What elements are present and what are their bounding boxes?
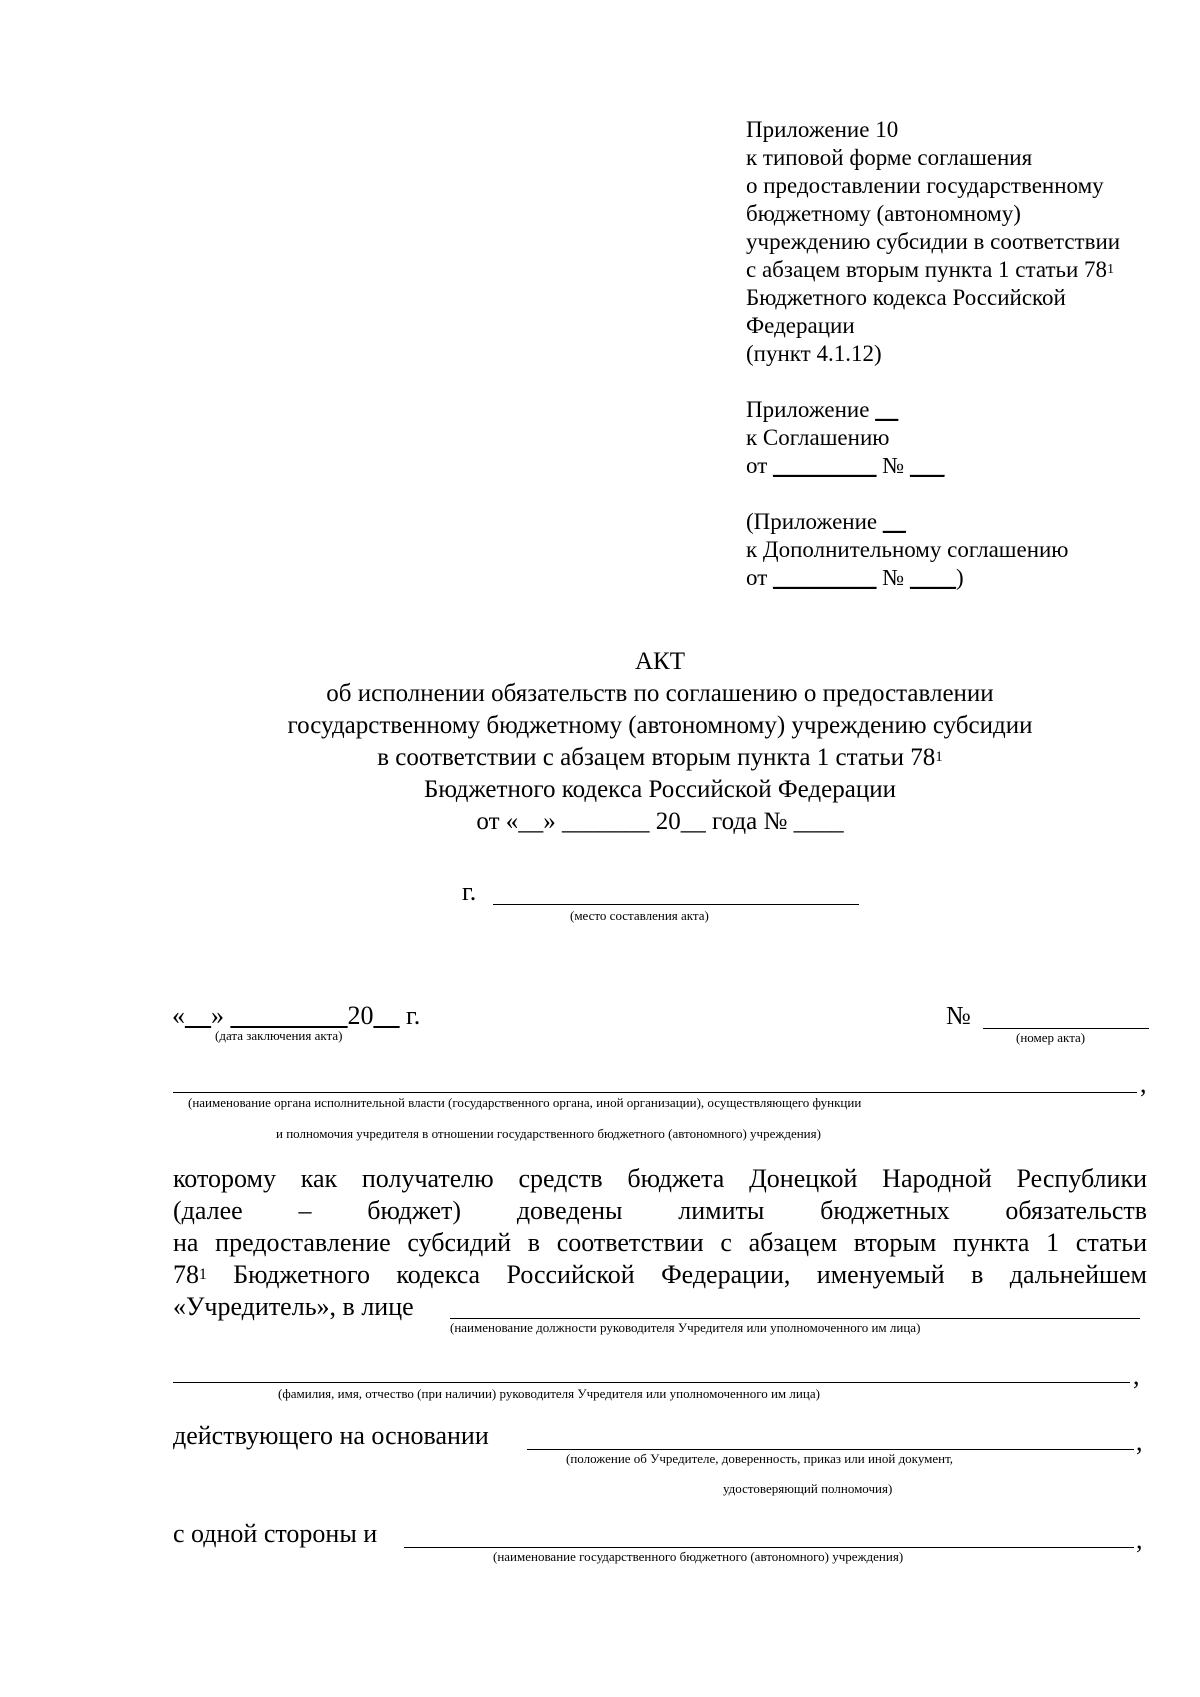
additional-appendix-line1 (746, 508, 906, 536)
year-prefix: 20 (347, 1001, 374, 1030)
place-line (493, 904, 859, 905)
quote: » (211, 1001, 224, 1030)
agreement-appendix-line1 (746, 396, 898, 424)
comma: , (1136, 1525, 1143, 1554)
place-label: (место составления акта) (570, 908, 709, 923)
appendix-title: Приложение 10 (746, 117, 899, 142)
quote: « (172, 1001, 185, 1030)
blank: __ (875, 397, 899, 422)
agreement-appendix-line2: к Соглашению (746, 425, 890, 450)
act-title-line (0, 742, 1200, 774)
comma: , (1133, 1361, 1140, 1390)
position-label: (наименование должности руководителя Учредителя или уполномоченного им лица) (450, 1320, 921, 1335)
word: – (298, 1196, 312, 1225)
founder-text: «Учредитель», в лице (173, 1292, 414, 1321)
article-number: 78 (173, 1260, 199, 1289)
appendix-line: о предоставлении государственному (746, 173, 1104, 198)
appendix-line-text: с абзацем вторым пункта 1 статьи 78 (746, 257, 1108, 282)
body-text: Бюджетного кодекса Российской Федерации, именуемый в дальнейшем (233, 1260, 1147, 1289)
word: (далее (173, 1196, 243, 1225)
label: (Приложение (746, 509, 878, 534)
year-suffix: г. (406, 1001, 421, 1030)
word: лимиты (678, 1196, 765, 1225)
number-blank: ____ (909, 565, 956, 590)
superscript: 1 (199, 1266, 207, 1283)
party-text: с одной стороны и (173, 1519, 378, 1548)
party-label: (наименование государственного бюджетного (автономного) учреждения) (493, 1549, 904, 1564)
body-line: которому как получателю средств бюджета Донецкой Народной Республики (173, 1164, 1147, 1193)
body-line (173, 1259, 1147, 1291)
agreement-appendix-line3 (746, 452, 944, 480)
act-title-date-line: от «__» _______ 20__ года № ____ (476, 808, 844, 835)
body-paragraph (173, 1163, 1147, 1291)
basis-text: действующего на основании (173, 1421, 489, 1450)
appendix-line: Бюджетного кодекса Российской (746, 285, 1066, 310)
superscript: 1 (1107, 261, 1114, 276)
number-line (983, 1028, 1149, 1029)
word: бюджет) (367, 1196, 462, 1225)
party-line (404, 1547, 1134, 1548)
act-title-text: в соответствии с абзацем вторым пункта 1 статьи 78 (377, 744, 936, 771)
blank: __ (882, 509, 906, 534)
basis-line (527, 1449, 1134, 1450)
date-label: (дата заключения акта) (215, 1028, 343, 1043)
fio-label: (фамилия, имя, отчество (при наличии) руководителя Учредителя или уполномоченного им лица) (278, 1386, 820, 1401)
date-blank: _________ (773, 565, 877, 590)
appendix-line: бюджетному (автономному) (746, 201, 1021, 226)
place-prefix: г. (462, 877, 477, 906)
basis-label: удостоверяющий полномочия) (723, 1481, 893, 1496)
comma: , (1140, 1069, 1147, 1098)
word: доведены (516, 1196, 623, 1225)
word: бюджетных (820, 1196, 950, 1225)
number-label: (номер акта) (1016, 1030, 1086, 1045)
act-title-line: об исполнении обязательств по соглашению о предоставлении (326, 680, 994, 707)
number-sign: № (946, 1001, 971, 1030)
comma: , (1136, 1427, 1143, 1456)
additional-appendix-line2: к Дополнительному соглашению (746, 537, 1069, 562)
fio-line (173, 1382, 1130, 1383)
additional-appendix-line3 (746, 564, 964, 592)
act-heading: АКТ (635, 648, 685, 675)
appendix-line (746, 256, 1114, 284)
appendix-line: к типовой форме соглашения (746, 145, 1033, 170)
appendix-line: (пункт 4.1.12) (746, 341, 882, 366)
label: от (746, 565, 768, 590)
paren: ) (955, 565, 964, 590)
date-blank: _________ (773, 453, 877, 478)
organ-label: (наименование органа исполнительной власти (государственного органа, иной организации), осуществляющего функции (188, 1095, 862, 1110)
number-sign: № (882, 565, 905, 590)
month-blank: _________ (230, 1001, 348, 1030)
appendix-line: учреждению субсидии в соответствии (746, 229, 1121, 254)
appendix-line: Федерации (746, 313, 855, 338)
body-line (173, 1195, 1147, 1227)
basis-label: (положение об Учредителе, доверенность, приказ или иной документ, (566, 1451, 954, 1466)
number-blank: ___ (909, 453, 945, 478)
position-line (450, 1318, 1140, 1319)
act-title-line: Бюджетного кодекса Российской Федерации (424, 776, 896, 803)
superscript: 1 (935, 749, 943, 765)
body-line: на предоставление субсидий в соответствии с абзацем вторым пункта 1 статьи (173, 1228, 1147, 1257)
organ-line (173, 1092, 1137, 1093)
number-sign: № (882, 453, 905, 478)
label: от (746, 453, 768, 478)
organ-label: и полномочия учредителя в отношении государственного бюджетного (автономного) учреждения) (276, 1126, 821, 1141)
day-blank: __ (185, 1001, 211, 1030)
act-title-line: государственному бюджетному (автономному) учреждению субсидии (287, 712, 1033, 739)
word: обязательств (1005, 1196, 1148, 1225)
label: Приложение (746, 397, 870, 422)
year-blank: __ (373, 1001, 400, 1030)
